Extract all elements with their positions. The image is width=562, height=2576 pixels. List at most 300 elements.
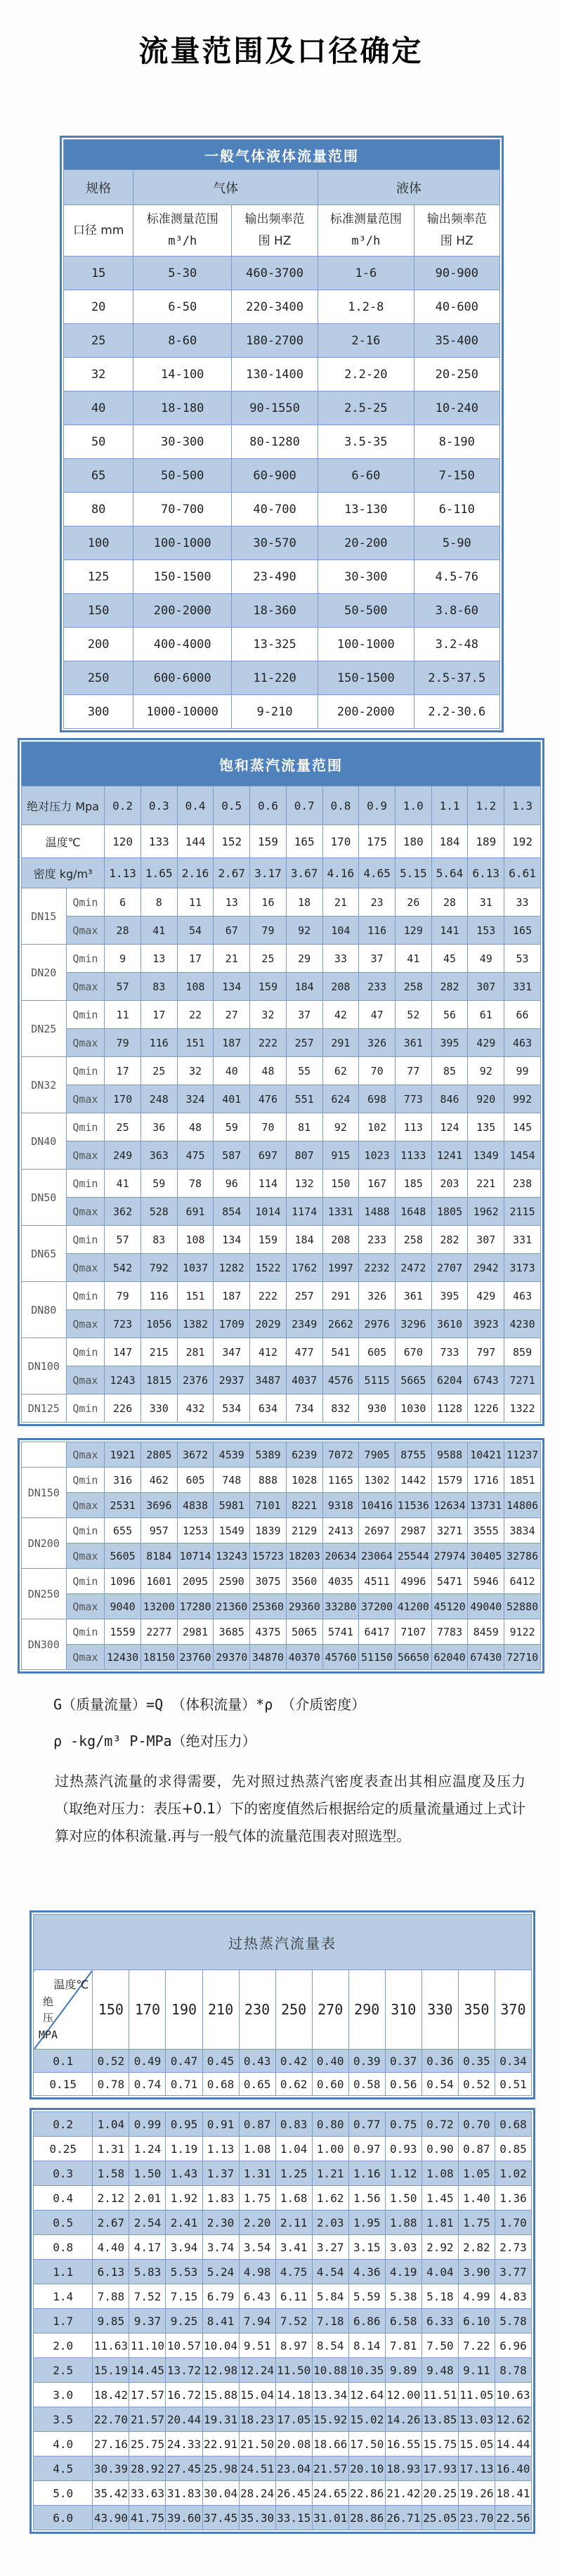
cell: 45 (431, 945, 468, 973)
cell: 605 (359, 1338, 396, 1366)
cell: 7.52 (129, 2284, 166, 2309)
cell: 3173 (504, 1254, 541, 1282)
cell: 32 (177, 1057, 214, 1085)
cell: 551 (286, 1085, 322, 1113)
cell: 2942 (468, 1254, 504, 1282)
table-row (34, 2383, 532, 2407)
cell: 36 (140, 1113, 177, 1141)
temp-header-cell: 290 (348, 1970, 385, 2050)
cell: 1.12 (385, 2161, 422, 2186)
pressure-label: 绝对压力 Mpa (22, 787, 105, 825)
cell: 4.99 (458, 2284, 495, 2309)
cell: 12.24 (239, 2358, 275, 2383)
cell: 460-3700 (232, 257, 318, 290)
table-row (34, 2457, 532, 2481)
cell: 26 (395, 888, 431, 917)
cell: 0.5 (214, 787, 250, 825)
table-row (22, 945, 541, 973)
cell: 0.49 (129, 2050, 166, 2073)
cell: 21 (322, 888, 359, 917)
cell: 23.70 (458, 2506, 495, 2530)
cell: 56 (431, 1001, 468, 1029)
qmax-label: Qmax (66, 1594, 105, 1619)
qmin-label: Qmin (66, 1282, 105, 1310)
cell: 30-570 (232, 526, 318, 560)
cell: 41 (105, 1170, 141, 1198)
cell: 1.37 (202, 2161, 239, 2186)
cell: 9.89 (385, 2358, 422, 2383)
cell: 1014 (250, 1198, 287, 1226)
cell: 14.44 (495, 2432, 531, 2457)
table-row (34, 2112, 532, 2137)
cell: 6412 (504, 1569, 541, 1594)
cell: 41 (395, 945, 431, 973)
cell: 1762 (286, 1254, 322, 1282)
cell: 33280 (322, 1594, 359, 1619)
cell: 1709 (214, 1310, 250, 1338)
cell: 347 (214, 1338, 250, 1366)
cell: 62040 (431, 1645, 468, 1670)
cell: 165 (286, 825, 322, 858)
cell: 32 (64, 358, 133, 391)
diameter-header: 口径 mm (64, 205, 133, 257)
cell: 0.54 (422, 2073, 458, 2096)
cell: 222 (250, 1029, 287, 1057)
cell: 19.31 (202, 2407, 239, 2432)
cell: 18.41 (495, 2481, 531, 2506)
corner-cell (34, 1970, 93, 2050)
superheated-steam-table-block2 (30, 2108, 535, 2534)
cell: 1.43 (166, 2161, 202, 2186)
cell: 1.00 (312, 2137, 348, 2161)
cell: 8.97 (275, 2334, 312, 2358)
cell: 1.2 (468, 787, 504, 825)
cell: 72710 (504, 1645, 541, 1670)
cell: 29 (286, 945, 322, 973)
cell: 8.14 (348, 2334, 385, 2358)
cell: 8-190 (414, 425, 499, 459)
dn-label: DN125 (22, 1394, 67, 1423)
cell: 0.85 (495, 2137, 531, 2161)
cell: 4539 (214, 1442, 250, 1468)
cell: 3834 (504, 1518, 541, 1543)
cell: 4.75 (275, 2260, 312, 2284)
cell: 11 (105, 1001, 141, 1029)
table-row (22, 917, 541, 945)
dn-label-empty (22, 1442, 67, 1468)
pressure-label-cell: 0.3 (34, 2161, 93, 2186)
cell: 1851 (504, 1468, 541, 1493)
cell: 1.1 (431, 787, 468, 825)
table-row (34, 2211, 532, 2235)
cell: 9588 (431, 1442, 468, 1468)
cell: 14806 (504, 1493, 541, 1518)
cell: 80 (64, 493, 133, 526)
cell: 200 (64, 628, 133, 661)
cell: 2.12 (93, 2186, 129, 2211)
cell: 3.67 (286, 858, 322, 888)
cell: 4996 (395, 1569, 431, 1594)
cell: 104 (322, 917, 359, 945)
cell: 475 (177, 1141, 214, 1170)
cell: 50 (64, 425, 133, 459)
cell: 20.25 (422, 2481, 458, 2506)
cell: 233 (359, 1226, 396, 1254)
cell: 13-130 (318, 493, 414, 526)
cell: 4511 (359, 1569, 396, 1594)
cell: 180 (395, 825, 431, 858)
cell: 8 (140, 888, 177, 917)
cell: 2129 (286, 1518, 322, 1543)
cell: 15.19 (93, 2358, 129, 2383)
cell: 57 (105, 1226, 141, 1254)
cell: 2.73 (495, 2235, 531, 2260)
cell: 25 (64, 324, 133, 358)
cell: 1-6 (318, 257, 414, 290)
cell: 0.78 (93, 2073, 129, 2096)
cell: 41 (140, 917, 177, 945)
table-row (22, 1645, 541, 1670)
cell: 192 (504, 825, 541, 858)
temp-header-cell: 370 (495, 1970, 531, 2050)
qmin-label: Qmin (66, 1113, 105, 1141)
cell: 15.05 (458, 2432, 495, 2457)
table-row (64, 493, 500, 526)
dn-label: DN15 (22, 888, 67, 945)
qmax-label: Qmax (66, 1085, 105, 1113)
cell: 3271 (431, 1518, 468, 1543)
cell: 28.86 (348, 2506, 385, 2530)
cell: 15723 (250, 1543, 287, 1569)
cell: 92 (468, 1057, 504, 1085)
cell: 2-16 (318, 324, 414, 358)
cell: 2707 (431, 1254, 468, 1282)
cell: 15.02 (348, 2407, 385, 2432)
cell: 10421 (468, 1442, 504, 1468)
cell: 1522 (250, 1254, 287, 1282)
cell: 1243 (105, 1366, 141, 1394)
cell: 83 (140, 973, 177, 1001)
pressure-label-cell: 4.0 (34, 2432, 93, 2457)
cell: 0.62 (275, 2073, 312, 2096)
pressure-label-cell: 0.8 (34, 2235, 93, 2260)
temp-header-cell: 210 (202, 1970, 239, 2050)
cell: 22.56 (495, 2506, 531, 2530)
cell: 8459 (468, 1619, 504, 1645)
cell: 1815 (140, 1366, 177, 1394)
cell: 5.53 (166, 2260, 202, 2284)
cell: 1.62 (312, 2186, 348, 2211)
cell: 108 (177, 973, 214, 1001)
cell: 773 (395, 1085, 431, 1113)
pressure-label-cell: 1.7 (34, 2309, 93, 2334)
cell: 28.92 (129, 2457, 166, 2481)
cell: 51150 (359, 1645, 396, 1670)
pressure-label-cell: 0.2 (34, 2112, 93, 2137)
cell: 13200 (140, 1594, 177, 1619)
cell: 102 (359, 1113, 396, 1141)
cell: 6417 (359, 1619, 396, 1645)
cell: 17.50 (348, 2432, 385, 2457)
cell: 9.85 (93, 2309, 129, 2334)
qmax-label: Qmax (66, 1029, 105, 1057)
temp-header-cell: 190 (166, 1970, 202, 2050)
cell: 6.43 (239, 2284, 275, 2309)
cell: 697 (250, 1141, 287, 1170)
cell: 362 (105, 1198, 141, 1226)
cell: 0.47 (166, 2050, 202, 2073)
cell: 9-210 (232, 695, 318, 729)
cell: 534 (214, 1394, 250, 1423)
table-row (22, 1198, 541, 1226)
cell: 691 (177, 1198, 214, 1226)
cell: 144 (177, 825, 214, 858)
cell: 0.58 (348, 2073, 385, 2096)
cell: 20 (64, 290, 133, 324)
cell: 7.52 (275, 2309, 312, 2334)
cell: 2232 (359, 1254, 396, 1282)
cell: 1.40 (458, 2186, 495, 2211)
cell: 27.45 (166, 2457, 202, 2481)
cell: 1648 (395, 1198, 431, 1226)
cell: 13731 (468, 1493, 504, 1518)
cell: 5065 (286, 1619, 322, 1645)
cell: 605 (177, 1468, 214, 1493)
cell: 363 (140, 1141, 177, 1170)
cell: 463 (504, 1029, 541, 1057)
cell: 0.3 (140, 787, 177, 825)
cell: 62 (322, 1057, 359, 1085)
cell: 29370 (214, 1645, 250, 1670)
cell: 282 (431, 1226, 468, 1254)
superheated-steam-table-block1 (30, 1910, 535, 2099)
cell: 0.39 (348, 2050, 385, 2073)
cell: 59 (214, 1113, 250, 1141)
cell: 120 (105, 825, 141, 858)
cell: 1.65 (140, 858, 177, 888)
cell: 0.4 (177, 787, 214, 825)
cell: 17.05 (275, 2407, 312, 2432)
cell: 0.68 (495, 2112, 531, 2137)
cell: 2.01 (129, 2186, 166, 2211)
dn-label: DN80 (22, 1282, 67, 1338)
cell: 0.52 (93, 2050, 129, 2073)
cell: 1921 (105, 1442, 141, 1468)
cell: 1028 (286, 1468, 322, 1493)
cell: 32786 (504, 1543, 541, 1569)
qmin-label: Qmin (66, 1468, 105, 1493)
cell: 21.57 (312, 2457, 348, 2481)
cell: 331 (504, 973, 541, 1001)
cell: 282 (431, 973, 468, 1001)
cell: 40370 (286, 1645, 322, 1670)
cell: 151 (177, 1282, 214, 1310)
cell: 1322 (504, 1394, 541, 1423)
saturated-table-title: 饱和蒸汽流量范围 (22, 742, 541, 787)
cell: 0.74 (129, 2073, 166, 2096)
cell: 0.75 (385, 2112, 422, 2137)
cell: 35.42 (93, 2481, 129, 2506)
table-row (34, 2235, 532, 2260)
cell: 40-700 (232, 493, 318, 526)
cell: 0.37 (385, 2050, 422, 2073)
cell: 257 (286, 1282, 322, 1310)
cell: 7072 (322, 1442, 359, 1468)
cell: 79 (250, 917, 287, 945)
cell: 37 (286, 1001, 322, 1029)
cell: 797 (468, 1338, 504, 1366)
cell: 1442 (395, 1468, 431, 1493)
cell: 11237 (504, 1442, 541, 1468)
table-row (22, 1029, 541, 1057)
cell: 81 (286, 1113, 322, 1141)
qmax-label: Qmax (66, 973, 105, 1001)
cell: 1.02 (495, 2161, 531, 2186)
qmin-label: Qmin (66, 1518, 105, 1543)
cell: 2590 (214, 1569, 250, 1594)
cell: 150 (322, 1170, 359, 1198)
cell: 0.99 (129, 2112, 166, 2137)
cell: 61 (468, 1001, 504, 1029)
cell: 2.82 (458, 2235, 495, 2260)
table-row (22, 1569, 541, 1594)
cell: 670 (395, 1338, 431, 1366)
cell: 17.57 (129, 2383, 166, 2407)
cell: 33 (322, 945, 359, 973)
cell: 1.45 (422, 2186, 458, 2211)
cell: 807 (286, 1141, 322, 1170)
cell: 2413 (322, 1518, 359, 1543)
cell: 47 (359, 1001, 396, 1029)
cell: 5.18 (422, 2284, 458, 2309)
cell: 0.60 (312, 2073, 348, 2096)
cell: 1.56 (348, 2186, 385, 2211)
cell: 8-60 (133, 324, 232, 358)
cell: 324 (177, 1085, 214, 1113)
cell: 165 (504, 917, 541, 945)
cell: 8.54 (312, 2334, 348, 2358)
gas-header: 气体 (133, 170, 318, 205)
cell: 2662 (322, 1310, 359, 1338)
cell: 145 (504, 1113, 541, 1141)
cell: 6743 (468, 1366, 504, 1394)
cell: 1023 (359, 1141, 396, 1170)
cell: 150-1500 (318, 661, 414, 695)
cell: 2987 (395, 1518, 431, 1543)
table-row (22, 1001, 541, 1029)
cell: 1382 (177, 1310, 214, 1338)
cell: 11.50 (275, 2358, 312, 2383)
cell: 2.41 (166, 2211, 202, 2235)
cell: 14.45 (129, 2358, 166, 2383)
table-row (22, 1310, 541, 1338)
cell: 2.11 (275, 2211, 312, 2235)
cell: 5-30 (133, 257, 232, 290)
cell: 5741 (322, 1619, 359, 1645)
cell: 0.42 (275, 2050, 312, 2073)
qmax-label: Qmax (66, 1493, 105, 1518)
cell: 113 (395, 1113, 431, 1141)
cell: 16.55 (385, 2432, 422, 2457)
cell: 37200 (359, 1594, 396, 1619)
cell: 135 (468, 1113, 504, 1141)
cell: 21.57 (129, 2407, 166, 2432)
cell: 5.83 (129, 2260, 166, 2284)
cell: 17 (105, 1057, 141, 1085)
dn-label: DN250 (22, 1569, 67, 1619)
sat-block1-body (22, 888, 541, 1423)
cell: 0.51 (495, 2073, 531, 2096)
table-row (22, 1085, 541, 1113)
cell: 0.90 (422, 2137, 458, 2161)
cell: 11.51 (422, 2383, 458, 2407)
cell: 248 (140, 1085, 177, 1113)
cell: 0.91 (202, 2112, 239, 2137)
cell: 23760 (177, 1645, 214, 1670)
cell: 1056 (140, 1310, 177, 1338)
cell: 34870 (250, 1645, 287, 1670)
cell: 100-1000 (133, 526, 232, 560)
cell: 10.04 (202, 2334, 239, 2358)
cell: 24.51 (239, 2457, 275, 2481)
sat-density-row (22, 858, 541, 888)
cell: 6.61 (504, 858, 541, 888)
cell: 748 (214, 1468, 250, 1493)
cell: 401 (214, 1085, 250, 1113)
table-row (34, 2073, 532, 2096)
cell: 30-300 (318, 560, 414, 594)
cell: 116 (140, 1282, 177, 1310)
cell: 1.05 (458, 2161, 495, 2186)
cell: 1579 (431, 1468, 468, 1493)
cell: 83 (140, 1226, 177, 1254)
freq-label-line2: 围 HZ (258, 234, 292, 248)
table-row (22, 1619, 541, 1645)
pressure-label-cell: 0.25 (34, 2137, 93, 2161)
cell: 859 (504, 1338, 541, 1366)
cell: 5115 (359, 1366, 396, 1394)
dn-label: DN20 (22, 945, 67, 1001)
cell: 35.30 (239, 2506, 275, 2530)
cell: 55 (286, 1057, 322, 1085)
pressure-label-cell: 5.0 (34, 2481, 93, 2506)
cell: 30405 (468, 1543, 504, 1569)
cell: 25360 (250, 1594, 287, 1619)
cell: 3.74 (202, 2235, 239, 2260)
cell: 3487 (250, 1366, 287, 1394)
cell: 8.41 (202, 2309, 239, 2334)
cell: 2349 (286, 1310, 322, 1338)
cell: 2.2-20 (318, 358, 414, 391)
cell: 541 (322, 1338, 359, 1366)
qmax-label: Qmax (66, 1198, 105, 1226)
cell: 1.13 (202, 2137, 239, 2161)
cell: 3.2-48 (414, 628, 499, 661)
pressure-label-cell: 3.5 (34, 2407, 93, 2432)
cell: 20634 (322, 1543, 359, 1569)
temp-header-cell: 330 (422, 1970, 458, 2050)
cell: 185 (395, 1170, 431, 1198)
cell: 0.83 (275, 2112, 312, 2137)
cell: 0.56 (385, 2073, 422, 2096)
cell: 184 (431, 825, 468, 858)
cell: 37.45 (202, 2506, 239, 2530)
cell: 15.04 (239, 2383, 275, 2407)
table-row (64, 695, 500, 729)
cell: 7.94 (239, 2309, 275, 2334)
cell: 4.65 (359, 858, 396, 888)
cell: 5.78 (495, 2309, 531, 2334)
